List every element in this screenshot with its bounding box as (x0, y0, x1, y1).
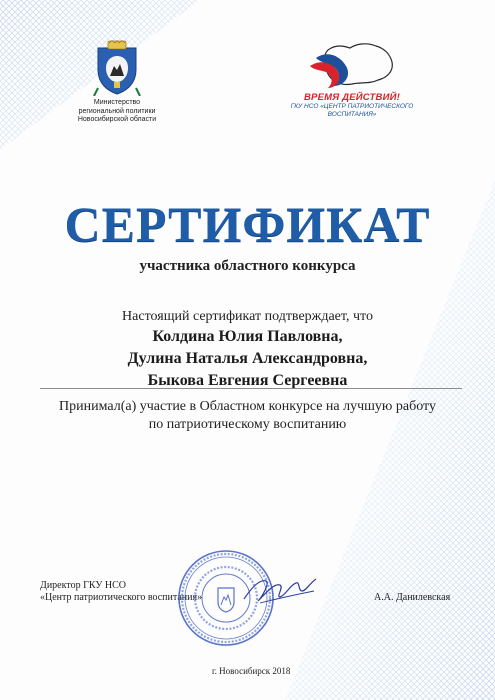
director-line-1: Директор ГКУ НСО (40, 580, 127, 591)
participation-line-1: Принимал(а) участие в Областном конкурсе на лучшую работу (59, 399, 436, 414)
participation-text (0, 398, 495, 434)
brand-block (282, 40, 422, 118)
brand-title: ВРЕМЯ ДЕЙСТВИЙ! (303, 92, 401, 103)
coat-of-arms-icon (92, 40, 142, 96)
brand-sub-line-2: ВОСПИТАНИЯ» (327, 110, 377, 118)
place-date: г. Новосибирск 2018 (212, 666, 291, 676)
recipient-names (0, 326, 495, 392)
director-line-2: «Центр патриотического воспитания» (40, 592, 203, 603)
recipient-name-1: Колдина Юлия Павловна, (152, 328, 343, 345)
ministry-line-3: Новосибирской области (77, 116, 157, 123)
recipient-name-2: Дулина Наталья Александровна, (127, 350, 368, 367)
ministry-block (62, 40, 172, 125)
handwritten-signature (240, 565, 320, 609)
recipient-name-3: Быкова Евгения Сергеевна (147, 372, 348, 389)
participation-line-2: по патриотическому воспитанию (148, 417, 347, 432)
flag-map-logo-icon (306, 40, 398, 90)
confirmation-text: Настоящий сертификат подтверждает, что (122, 309, 373, 324)
certificate-title: СЕРТИФИКАТ (64, 196, 431, 252)
ministry-line-1: Министерство (93, 99, 141, 106)
signer-name: А.А. Данилевская (374, 592, 451, 603)
brand-sub-line-1: ГКУ НСО «ЦЕНТР ПАТРИОТИЧЕСКОГО (290, 103, 414, 110)
divider-line (40, 388, 462, 389)
certificate-subtitle: участника областного конкурса (139, 258, 356, 274)
ministry-line-2: региональной политики (78, 107, 156, 115)
